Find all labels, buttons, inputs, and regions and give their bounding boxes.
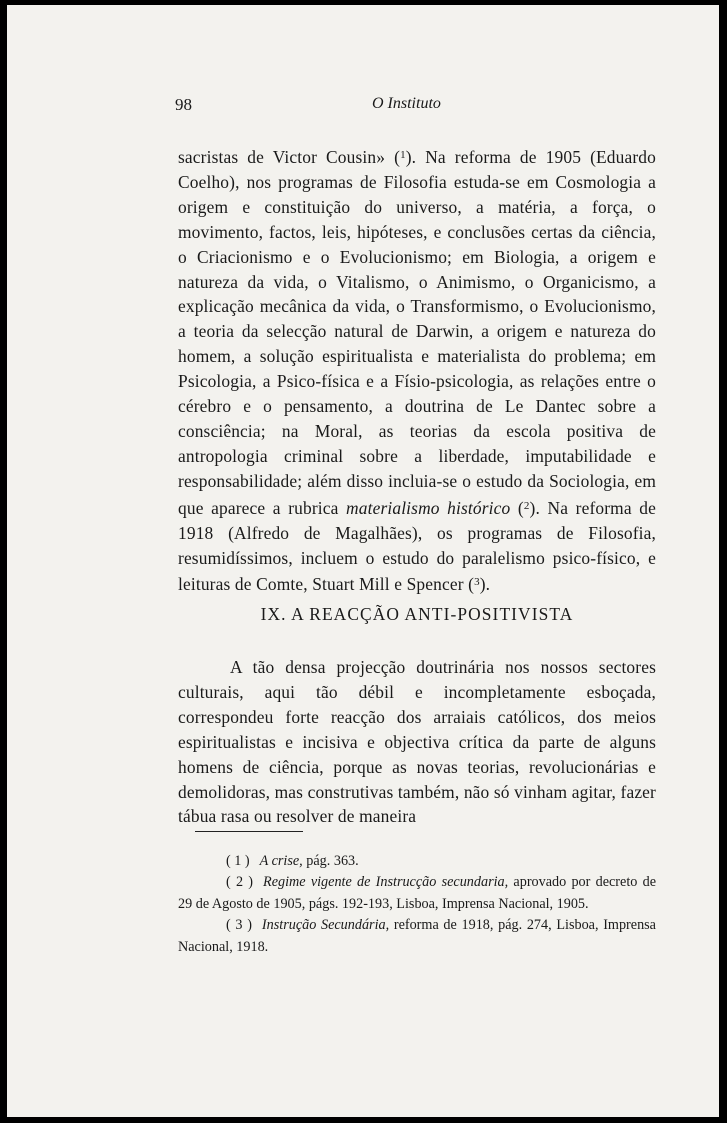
paragraph: A tão densa projecção doutrinária nos nossos sectores culturais, aqui tão débil e incompletamente esboçada, correspondeu forte reacção dos arraiais católicos, dos meios espiritualistas e incisiva e objectiva crítica da parte de alguns homens de ciência, porque as novas teorias, revolucionárias e demolidoras, mas construtivas também, não só vinham agitar, fazer tábua rasa ou resolver de maneira <box>178 657 656 827</box>
footnote <box>178 872 656 915</box>
footnote-rule <box>195 831 303 832</box>
paragraph <box>178 143 656 597</box>
page-number: 98 <box>175 95 192 114</box>
footnote <box>178 851 656 872</box>
section-heading: IX. A REACÇÃO ANTI-POSITIVISTA <box>260 604 574 624</box>
footnote-number: ( 3 ) <box>226 917 252 934</box>
footnote-title: A crise, <box>259 853 303 869</box>
footnotes <box>178 851 656 958</box>
text-span: ). Na reforma de 1905 (Eduardo Coelho), nos programas de Filosofia estuda-se em Cosmologia a origem e constituição do universo, a matéria, a força, o movimento, factos, leis, hipóteses, e conclusões certas da ciência, o Criacionismo e o Evolucionismo; em Biologia, a origem e natureza da vida, o Vitalismo, o Animismo, o Organicismo, a explicação mecânica da vida, o Transformismo, o Evolucionismo, a teoria da selecção natural de Darwin, a origem e natureza do homem, a solução espiritualista e materialista do problema; em Psicologia, a Psico-física e a Físio-psicologia, as relações entre o cérebro e o pensamento, a doutrina de Le Dantec sobre a consciência; na Moral, as teorias da escola positiva de antropologia criminal sobre a liberdade, imputabilidade e responsabilidade; além disso incluia-se o estudo da Sociologia, em que aparece a rubrica <box>178 147 656 518</box>
footnote-ref: 3 <box>474 576 480 589</box>
text-span: ). <box>479 574 491 595</box>
footnote-title: Instrução Secundária, <box>261 917 390 934</box>
text-span: ( <box>510 497 524 518</box>
footnote-text: reforma de 1918, pág. 274, Lisboa, Imprensa Nacional, 1918. <box>178 917 656 955</box>
book-page <box>7 5 719 1117</box>
running-head <box>7 95 719 117</box>
italic-phrase: materialismo histórico <box>346 497 511 518</box>
section-text <box>178 655 656 829</box>
footnote-number: ( 2 ) <box>226 874 254 891</box>
text-span: sacristas de Victor Cousin» ( <box>178 147 401 167</box>
footnote-ref: 1 <box>400 149 406 161</box>
footnote-ref: 2 <box>523 499 530 512</box>
body-text <box>178 143 656 597</box>
footnote-number: ( 1 ) <box>226 853 250 869</box>
running-title: O Instituto <box>372 95 441 112</box>
footnote <box>178 915 656 958</box>
text-span: ). Na reforma de 1918 (Alfredo de Magalhães), os programas de Filosofia, resumidíssimos, incluem o estudo do paralelismo psico-físico, e leituras de Comte, Stuart Mill e Spencer ( <box>178 497 656 595</box>
footnote-text: pág. 363. <box>302 853 359 869</box>
footnote-title: Regime vigente de Instrucção secundaria, <box>263 874 509 891</box>
footnote-text: aprovado por decreto de 29 de Agosto de 1905, págs. 192-193, Lisboa, Imprensa Nacional, 1905. <box>178 874 656 912</box>
